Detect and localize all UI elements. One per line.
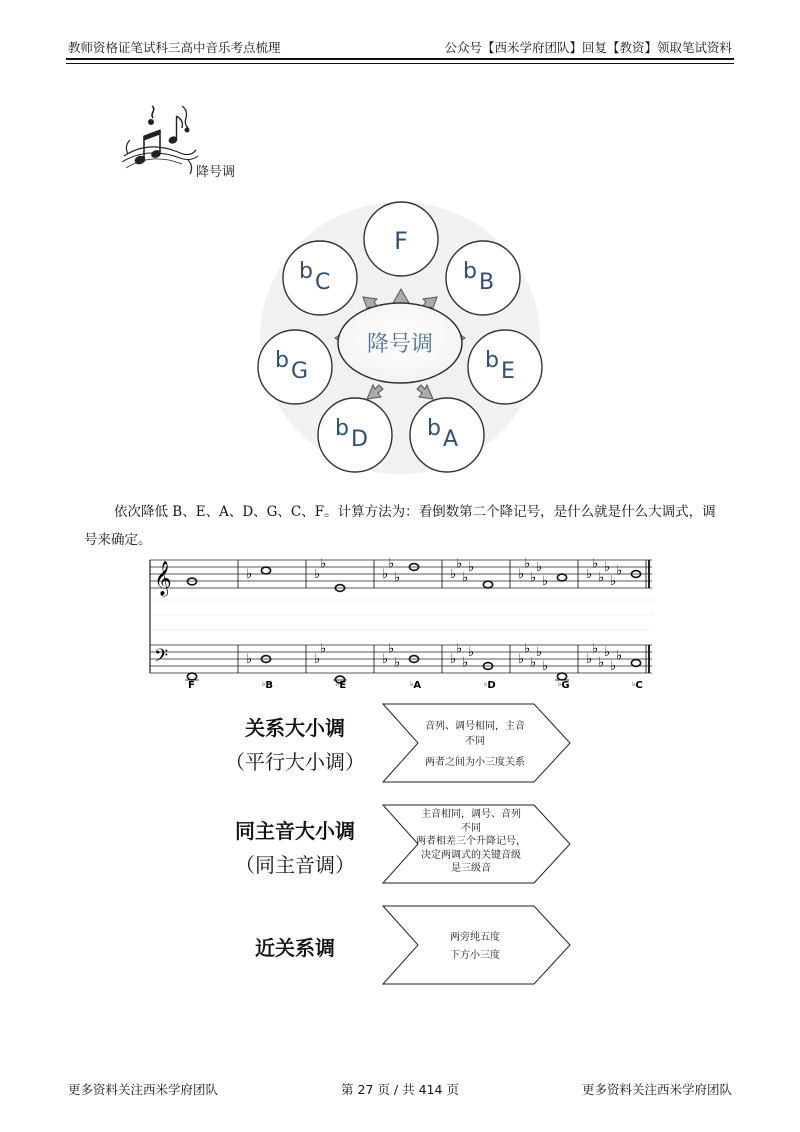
section-title: 降号调 bbox=[196, 165, 236, 180]
flat-sign: ♭ bbox=[246, 567, 253, 582]
whole-note bbox=[261, 567, 270, 574]
circle-center-label: 降号调 bbox=[366, 332, 434, 357]
flat-sign: ♭ bbox=[616, 563, 623, 579]
flat-sign: ♭ bbox=[542, 574, 549, 589]
relation-label-3: 近关系调 bbox=[255, 936, 335, 960]
flat-sign: ♭ bbox=[314, 567, 321, 582]
relation-text-1: 音列、调号相同，主音 不同 两者之间为小三度关系 bbox=[425, 721, 525, 768]
whole-note bbox=[631, 660, 640, 667]
key-label: ♭D bbox=[484, 680, 496, 690]
flat-sign: ♭ bbox=[462, 655, 469, 671]
flat-keys-circle-diagram bbox=[255, 195, 545, 483]
circle-letter-c: C bbox=[315, 270, 331, 295]
bass-clef-icon: 𝄢 bbox=[154, 646, 169, 671]
flat-sign: ♭ bbox=[604, 645, 611, 660]
flat-sign: ♭ bbox=[598, 570, 605, 586]
flat-sign: ♭ bbox=[320, 556, 327, 572]
treble-clef-icon: 𝄞 bbox=[154, 561, 172, 596]
flat-sign: ♭ bbox=[388, 641, 395, 657]
flat-sign: ♭ bbox=[456, 641, 463, 657]
circle-letter-d: D bbox=[351, 427, 368, 452]
key-label: ♭A bbox=[410, 680, 422, 690]
music-notes-icon bbox=[118, 100, 200, 178]
flat-sign: ♭ bbox=[604, 560, 611, 575]
circle-letter-e: E bbox=[501, 359, 515, 384]
whole-note bbox=[557, 574, 566, 581]
relation-label-1-line1: 关系大小调 bbox=[245, 716, 345, 740]
header-left-text: 教师资格证笔试科三高中音乐考点梳理 bbox=[68, 40, 281, 55]
relation-text-2: 主音相同，调号、音列 不同 两者相差三个升降记号， 决定两调式的关键音级 是三级音 bbox=[416, 809, 526, 874]
circle-flat-g: b bbox=[275, 348, 289, 373]
flat-sign: ♭ bbox=[394, 570, 401, 586]
flat-sign: ♭ bbox=[382, 652, 389, 667]
flat-sign: ♭ bbox=[586, 652, 593, 667]
whole-note bbox=[483, 581, 492, 588]
footer-left-text: 更多资料关注西米学府团队 bbox=[68, 1082, 219, 1097]
circle-flat-b: b bbox=[463, 259, 477, 284]
flat-sign: ♭ bbox=[382, 567, 389, 582]
circle-flat-e: b bbox=[485, 348, 499, 373]
flat-sign: ♭ bbox=[610, 659, 617, 674]
key-signature-staff bbox=[146, 555, 658, 690]
flat-sign: ♭ bbox=[388, 556, 395, 572]
flat-sign: ♭ bbox=[462, 570, 469, 586]
flat-sign: ♭ bbox=[592, 556, 599, 572]
flat-sign: ♭ bbox=[542, 659, 549, 674]
flat-sign: ♭ bbox=[450, 567, 457, 582]
relation-label-2-line1: 同主音大小调 bbox=[235, 819, 355, 843]
whole-note bbox=[557, 673, 566, 680]
flat-sign: ♭ bbox=[468, 560, 475, 575]
flat-sign: ♭ bbox=[610, 574, 617, 589]
relation-text-3: 两旁纯五度 下方小三度 bbox=[450, 932, 500, 961]
circle-letter-g: G bbox=[291, 359, 309, 384]
flat-sign: ♭ bbox=[518, 652, 525, 667]
flat-sign: ♭ bbox=[394, 655, 401, 671]
whole-note bbox=[187, 578, 196, 585]
flat-sign: ♭ bbox=[246, 652, 253, 667]
flat-sign: ♭ bbox=[456, 556, 463, 572]
circle-top-label: F bbox=[394, 227, 408, 255]
whole-note bbox=[187, 673, 196, 680]
flat-sign: ♭ bbox=[598, 655, 605, 671]
key-label: ♭C bbox=[632, 680, 643, 690]
header-right-text: 公众号【西米学府团队】回复【教资】领取笔试资料 bbox=[444, 40, 732, 55]
circle-flat-c: b bbox=[299, 259, 313, 284]
circle-letter-b: B bbox=[479, 270, 495, 295]
header-rule-thick bbox=[66, 58, 734, 60]
flat-sign: ♭ bbox=[592, 641, 599, 657]
key-label: ♭G bbox=[558, 680, 570, 690]
circle-flat-d: b bbox=[335, 416, 349, 441]
flat-sign: ♭ bbox=[530, 655, 537, 671]
relation-label-2-line2: （同主音调） bbox=[235, 853, 355, 877]
relation-label-1-line2: （平行大小调） bbox=[225, 750, 365, 774]
key-label: ♭E bbox=[336, 680, 347, 690]
key-label: F bbox=[188, 680, 195, 690]
flat-sign: ♭ bbox=[536, 560, 543, 575]
explanation-paragraph: 依次降低 B、E、A、D、G、C、F。计算方法为：看倒数第二个降记号，是什么就是什么大调式，调号来确定。 bbox=[84, 504, 716, 548]
key-label: ♭B bbox=[262, 680, 273, 690]
flat-sign: ♭ bbox=[530, 570, 537, 586]
flat-sign: ♭ bbox=[450, 652, 457, 667]
flat-sign: ♭ bbox=[536, 645, 543, 660]
circle-flat-a: b bbox=[427, 416, 441, 441]
flat-sign: ♭ bbox=[616, 648, 623, 664]
footer-page-number: 第 27 页 / 共 414 页 bbox=[341, 1082, 459, 1097]
flat-sign: ♭ bbox=[518, 567, 525, 582]
footer-right-text: 更多资料关注西米学府团队 bbox=[581, 1082, 732, 1097]
header-rule-thin bbox=[66, 63, 734, 64]
flat-sign: ♭ bbox=[586, 567, 593, 582]
flat-sign: ♭ bbox=[320, 641, 327, 657]
flat-sign: ♭ bbox=[524, 556, 531, 572]
flat-sign: ♭ bbox=[314, 652, 321, 667]
circle-letter-a: A bbox=[443, 427, 459, 452]
flat-sign: ♭ bbox=[524, 641, 531, 657]
flat-sign: ♭ bbox=[468, 645, 475, 660]
